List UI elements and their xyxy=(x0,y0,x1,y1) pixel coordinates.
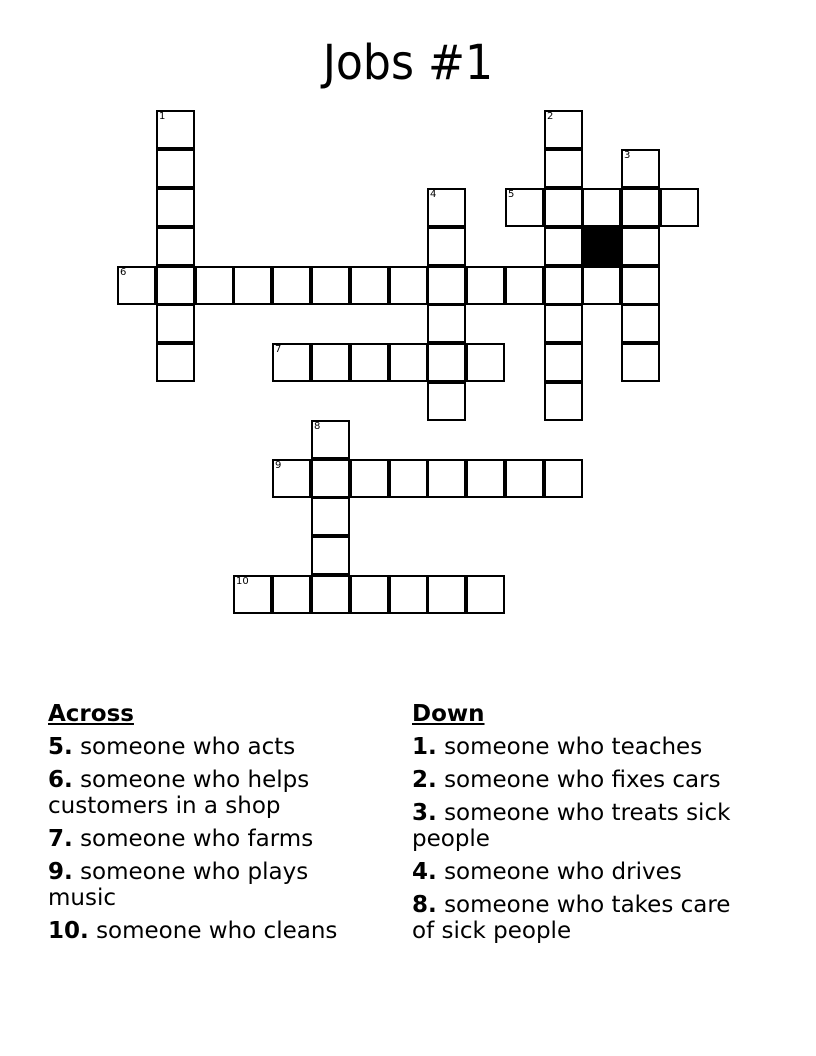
clue-across-7 xyxy=(48,826,378,852)
clue-text: someone who treats sick people xyxy=(412,800,731,852)
clue-across-5 xyxy=(48,734,378,760)
answer-cell[interactable] xyxy=(427,343,466,382)
answer-cell[interactable] xyxy=(621,227,660,266)
clue-text: someone who teaches xyxy=(444,734,703,760)
clue-down-3 xyxy=(412,800,742,852)
answer-cell[interactable] xyxy=(621,149,660,188)
answer-cell[interactable] xyxy=(156,343,195,382)
answer-cell[interactable] xyxy=(505,266,544,305)
clue-number-label: 1 xyxy=(159,111,166,122)
clue-number-label: 7 xyxy=(275,344,282,355)
clue-number-label: 8 xyxy=(314,421,321,432)
clue-text: someone who cleans xyxy=(96,918,338,944)
answer-cell[interactable] xyxy=(427,188,466,227)
answer-cell[interactable] xyxy=(311,343,350,382)
answer-cell[interactable] xyxy=(350,343,389,382)
clue-number: 4. xyxy=(412,859,437,885)
answer-cell[interactable] xyxy=(544,459,583,498)
clue-number-label: 5 xyxy=(508,189,515,200)
clue-down-4 xyxy=(412,859,742,885)
clue-number-label: 10 xyxy=(236,576,249,587)
answer-cell[interactable] xyxy=(311,266,350,305)
answer-cell[interactable] xyxy=(311,420,350,459)
clue-across-10 xyxy=(48,918,378,944)
answer-cell[interactable] xyxy=(389,575,428,614)
answer-cell[interactable] xyxy=(544,304,583,343)
answer-cell[interactable] xyxy=(621,343,660,382)
clue-number-label: 4 xyxy=(430,189,437,200)
clue-across-9 xyxy=(48,859,378,911)
clue-number: 1. xyxy=(412,734,437,760)
clue-text: someone who plays music xyxy=(48,859,309,911)
answer-cell[interactable] xyxy=(466,575,505,614)
answer-cell[interactable] xyxy=(389,459,428,498)
answer-cell[interactable] xyxy=(156,227,195,266)
clue-text: someone who farms xyxy=(80,826,314,852)
clue-number: 7. xyxy=(48,826,73,852)
answer-cell[interactable] xyxy=(505,459,544,498)
answer-cell[interactable] xyxy=(233,575,272,614)
clue-number: 5. xyxy=(48,734,73,760)
clue-number: 10. xyxy=(48,918,89,944)
answer-cell[interactable] xyxy=(156,304,195,343)
answer-cell[interactable] xyxy=(544,266,583,305)
answer-cell[interactable] xyxy=(311,459,350,498)
answer-cell[interactable] xyxy=(272,266,311,305)
answer-cell[interactable] xyxy=(427,266,466,305)
answer-cell[interactable] xyxy=(427,304,466,343)
answer-cell[interactable] xyxy=(621,188,660,227)
answer-cell[interactable] xyxy=(427,382,466,421)
clue-text: someone who takes care of sick people xyxy=(412,892,731,944)
answer-cell[interactable] xyxy=(195,266,234,305)
answer-cell[interactable] xyxy=(544,188,583,227)
answer-cell[interactable] xyxy=(466,266,505,305)
puzzle-title: Jobs #1 xyxy=(322,35,494,91)
answer-cell[interactable] xyxy=(272,343,311,382)
clue-number: 3. xyxy=(412,800,437,826)
clue-text: someone who drives xyxy=(444,859,682,885)
answer-cell[interactable] xyxy=(582,188,621,227)
clue-number: 2. xyxy=(412,767,437,793)
answer-cell[interactable] xyxy=(350,266,389,305)
answer-cell[interactable] xyxy=(311,497,350,536)
answer-cell[interactable] xyxy=(621,304,660,343)
down-header: Down xyxy=(412,701,485,727)
clue-number-label: 3 xyxy=(624,150,631,161)
across-header: Across xyxy=(48,701,134,727)
answer-cell[interactable] xyxy=(117,266,156,305)
answer-cell[interactable] xyxy=(621,266,660,305)
clue-number: 9. xyxy=(48,859,73,885)
clue-down-2 xyxy=(412,767,742,793)
answer-cell[interactable] xyxy=(427,227,466,266)
clue-down-8 xyxy=(412,892,742,944)
clue-number-label: 9 xyxy=(275,460,282,471)
down-clues xyxy=(412,701,742,951)
answer-cell[interactable] xyxy=(544,382,583,421)
answer-cell[interactable] xyxy=(389,343,428,382)
answer-cell[interactable] xyxy=(427,575,466,614)
clue-number-label: 2 xyxy=(547,111,554,122)
clue-text: someone who fixes cars xyxy=(444,767,721,793)
answer-cell[interactable] xyxy=(582,266,621,305)
answer-cell[interactable] xyxy=(544,227,583,266)
answer-cell[interactable] xyxy=(272,459,311,498)
answer-cell[interactable] xyxy=(311,536,350,575)
answer-cell[interactable] xyxy=(427,459,466,498)
answer-cell[interactable] xyxy=(311,575,350,614)
clue-number-label: 6 xyxy=(120,267,127,278)
answer-cell[interactable] xyxy=(660,188,699,227)
clue-number: 6. xyxy=(48,767,73,793)
answer-cell[interactable] xyxy=(544,110,583,149)
clue-text: someone who acts xyxy=(80,734,296,760)
answer-cell[interactable] xyxy=(544,343,583,382)
answer-cell[interactable] xyxy=(389,266,428,305)
black-cell xyxy=(582,227,621,266)
clue-number: 8. xyxy=(412,892,437,918)
answer-cell[interactable] xyxy=(350,459,389,498)
answer-cell[interactable] xyxy=(350,575,389,614)
answer-cell[interactable] xyxy=(156,266,195,305)
answer-cell[interactable] xyxy=(544,149,583,188)
answer-cell[interactable] xyxy=(233,266,272,305)
answer-cell[interactable] xyxy=(156,188,195,227)
clue-down-1 xyxy=(412,734,742,760)
answer-cell[interactable] xyxy=(156,149,195,188)
across-clues xyxy=(48,701,378,951)
clue-text: someone who helps customers in a shop xyxy=(48,767,310,819)
answer-cell[interactable] xyxy=(466,343,505,382)
answer-cell[interactable] xyxy=(156,110,195,149)
answer-cell[interactable] xyxy=(466,459,505,498)
clue-across-6 xyxy=(48,767,378,819)
answer-cell[interactable] xyxy=(505,188,544,227)
answer-cell[interactable] xyxy=(272,575,311,614)
